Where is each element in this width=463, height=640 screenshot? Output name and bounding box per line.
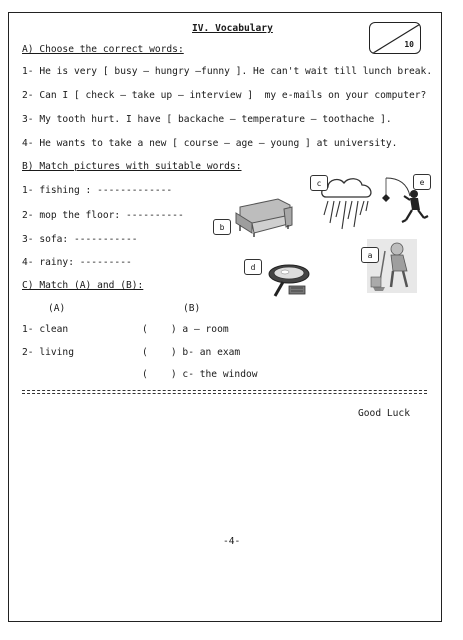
score-diagonal-line <box>370 23 421 54</box>
part-b-item-2: 2- mop the floor: ---------- <box>22 210 184 221</box>
part-b-item-3: 3- sofa: ----------- <box>22 234 138 245</box>
picture-label-e: e <box>413 174 431 190</box>
part-a-item-3: 3- My tooth hurt. I have [ backache – temperature – toothache ]. <box>22 114 392 125</box>
page-border <box>8 12 442 622</box>
picture-label-b: b <box>213 219 231 235</box>
part-a-item-1: 1- He is very [ busy – hungry –funny ]. He can't wait till lunch break. <box>22 66 433 77</box>
col-b-header: (B) <box>183 303 201 314</box>
col-b-item-b: ( ) b- an exam <box>142 347 241 358</box>
good-luck-text: Good Luck <box>358 408 410 419</box>
part-a-heading: A) Choose the correct words: <box>22 44 184 55</box>
picture-label-a: a <box>361 247 379 263</box>
part-b-item-4: 4- rainy: --------- <box>22 257 132 268</box>
col-a-item-2: 2- living <box>22 347 74 358</box>
col-b-item-a: ( ) a – room <box>142 324 229 335</box>
sofa-picture <box>232 193 294 237</box>
part-b-heading: B) Match pictures with suitable words: <box>22 161 242 172</box>
score-box <box>369 22 421 54</box>
part-a-item-2: 2- Can I [ check – take up – interview ] my e-mails on your computer? <box>22 90 427 101</box>
page-number: -4- <box>223 536 241 547</box>
section-separator <box>22 390 427 394</box>
frying-pan-picture <box>265 262 315 300</box>
part-a-item-4: 4- He wants to take a new [ course – age – young ] at university. <box>22 138 398 149</box>
col-a-header: (A) <box>48 303 66 314</box>
score-value: 10 <box>404 40 414 49</box>
section-title: IV. Vocabulary <box>192 23 273 34</box>
col-b-item-c: ( ) c- the window <box>142 369 258 380</box>
col-a-item-1: 1- clean <box>22 324 69 335</box>
part-b-item-1: 1- fishing : ------------- <box>22 185 173 196</box>
picture-label-d: d <box>244 259 262 275</box>
picture-label-c: c <box>310 175 328 191</box>
part-c-heading: C) Match (A) and (B): <box>22 280 144 291</box>
